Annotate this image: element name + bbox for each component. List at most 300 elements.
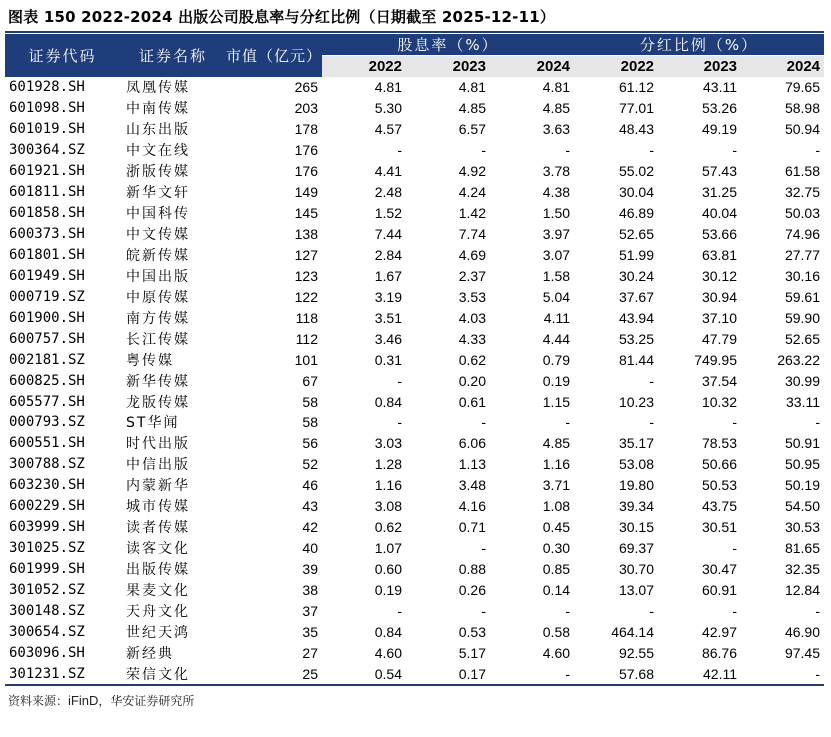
payout-ratio-2023-cell: 37.10 (701, 309, 738, 326)
dividend-yield-2023-cell: 0.62 (458, 351, 486, 368)
table-row (5, 140, 824, 161)
market-cap-cell: 37 (302, 602, 318, 619)
payout-ratio-2024-cell: 54.50 (784, 498, 821, 515)
dividend-yield-2022-cell: - (397, 602, 402, 619)
dividend-yield-2022-cell: 0.31 (374, 351, 402, 368)
payout-ratio-2023-cell: 47.79 (701, 330, 738, 347)
name-cell: 读客文化 (126, 541, 190, 558)
payout-ratio-2023-cell: 53.26 (701, 100, 738, 117)
payout-ratio-2024-cell: 50.19 (784, 477, 821, 494)
payout-ratio-2022-cell: 81.44 (618, 351, 655, 368)
dividend-yield-2024-cell: 4.85 (542, 435, 571, 452)
payout-ratio-2022-cell: 39.34 (618, 498, 655, 515)
market-cap-cell: 122 (294, 288, 318, 305)
payout-ratio-2023-cell: 30.12 (701, 267, 738, 284)
payout-ratio-2022-cell: 53.25 (618, 330, 655, 347)
payout-ratio-2023-cell: 30.51 (701, 519, 738, 536)
payout-ratio-2023-cell: 37.54 (701, 372, 738, 389)
dividend-yield-2022-cell: 7.44 (374, 226, 402, 243)
name-cell: 出版传媒 (126, 562, 190, 579)
source-note (8, 692, 194, 709)
payout-ratio-2023-cell: 50.66 (701, 456, 738, 473)
dividend-yield-2023-cell: 7.74 (458, 226, 486, 243)
payout-ratio-2024-cell: 27.77 (784, 246, 821, 263)
dividend-yield-2022-cell: 0.54 (322, 663, 406, 685)
dividend-yield-2023-cell: 0.26 (458, 581, 486, 598)
market-cap-cell: 56 (302, 435, 318, 452)
source-provider: iFinD (68, 693, 99, 708)
title-rule (5, 31, 824, 33)
dividend-yield-2023-cell: 0.53 (458, 623, 486, 640)
header-code: 证券代码 (5, 34, 120, 77)
code-cell: 601019.SH (9, 121, 85, 138)
payout-ratio-2023-cell: 42.11 (658, 663, 741, 685)
name-cell: 龙版传媒 (126, 394, 190, 411)
table-row (5, 349, 824, 370)
dividend-yield-2022-cell: 1.28 (374, 456, 402, 473)
market-cap-cell: 42 (302, 519, 318, 536)
dividend-yield-2022-cell: 0.84 (374, 393, 402, 410)
payout-ratio-2024-cell: 50.94 (784, 121, 821, 138)
dividend-yield-2024-cell: 3.78 (542, 163, 571, 180)
dividend-yield-2024-cell: 3.63 (542, 121, 571, 138)
code-cell: 000793.SZ (9, 414, 85, 431)
dividend-yield-2023-cell: 1.42 (458, 205, 486, 222)
name-cell: 时代出版 (126, 436, 190, 453)
name-cell: 荣信文化 (120, 663, 226, 685)
payout-ratio-2022-cell: 19.80 (618, 477, 655, 494)
payout-ratio-2024-cell: - (815, 602, 821, 619)
dividend-yield-2022-cell: 2.48 (374, 184, 402, 201)
dividend-yield-2024-cell: 1.50 (542, 205, 571, 222)
market-cap-cell: 265 (294, 79, 318, 96)
payout-ratio-2024-cell: 30.53 (784, 519, 821, 536)
dividend-yield-2024-cell: - (565, 142, 571, 159)
name-cell: 读者传媒 (126, 520, 190, 537)
source-suffix: ，华安证券研究所 (98, 694, 195, 708)
name-cell: 新华文轩 (126, 185, 190, 202)
market-cap-cell: 145 (294, 205, 318, 222)
table-row (5, 119, 824, 140)
table-row (5, 328, 824, 349)
dividend-table (5, 34, 824, 686)
code-cell: 600551.SH (9, 435, 85, 452)
table-row (5, 224, 824, 245)
payout-ratio-2022-cell: - (649, 142, 655, 159)
payout-ratio-2022-cell: - (649, 372, 655, 389)
payout-ratio-2022-cell: 69.37 (618, 540, 655, 557)
name-cell: 南方传媒 (126, 310, 190, 327)
dividend-yield-2023-cell: 4.69 (458, 246, 486, 263)
dividend-yield-2024-cell: 1.16 (542, 456, 571, 473)
payout-ratio-2022-cell: 48.43 (618, 121, 655, 138)
market-cap-cell: 112 (295, 330, 318, 347)
code-cell: 000719.SZ (9, 288, 85, 305)
payout-ratio-2024-cell: 50.95 (784, 456, 821, 473)
dividend-yield-2022-cell: 3.19 (374, 288, 402, 305)
dividend-yield-2024-cell: 3.97 (542, 226, 571, 243)
payout-ratio-2024-cell: 50.91 (784, 435, 821, 452)
code-cell: 301231.SZ (5, 663, 120, 685)
dividend-yield-2024-cell: - (565, 414, 571, 431)
payout-ratio-2024-cell: 32.75 (784, 184, 821, 201)
code-cell: 600229.SH (9, 498, 85, 515)
table-row (5, 517, 824, 538)
header-market-cap: 市值（亿元） (226, 34, 322, 77)
code-cell: 300654.SZ (9, 623, 85, 640)
payout-ratio-2024-cell: 46.90 (784, 623, 821, 640)
header-dy-2023: 2023 (406, 56, 490, 78)
payout-ratio-2023-cell: 30.47 (701, 561, 738, 578)
code-cell: 601949.SH (9, 267, 85, 284)
dividend-yield-2023-cell: 4.92 (458, 163, 486, 180)
code-cell: 601811.SH (9, 184, 85, 201)
code-cell: 300788.SZ (9, 456, 85, 473)
payout-ratio-2024-cell: - (815, 142, 821, 159)
name-cell: 中国出版 (126, 268, 190, 285)
header-payout-ratio: 分红比例（%） (574, 34, 824, 56)
market-cap-cell: 176 (294, 142, 318, 159)
name-cell: 世纪天鸿 (126, 624, 190, 641)
market-cap-cell: 39 (302, 561, 318, 578)
dividend-yield-2024-cell: 0.14 (542, 581, 571, 598)
name-cell: 中国科传 (126, 206, 190, 223)
name-cell: 新华传媒 (126, 373, 190, 390)
dividend-yield-2022-cell: - (397, 372, 402, 389)
code-cell: 600757.SH (9, 330, 85, 347)
payout-ratio-2023-cell: 49.19 (701, 121, 738, 138)
payout-ratio-2024-cell: 52.65 (784, 330, 821, 347)
payout-ratio-2022-cell: 52.65 (618, 226, 655, 243)
payout-ratio-2022-cell: 30.24 (618, 267, 655, 284)
dividend-yield-2023-cell: 0.61 (458, 393, 486, 410)
code-cell: 601801.SH (9, 246, 85, 263)
dividend-yield-2024-cell: 3.07 (542, 246, 571, 263)
code-cell: 601098.SH (9, 100, 85, 117)
dividend-yield-2022-cell: 5.30 (374, 100, 402, 117)
code-cell: 601921.SH (9, 163, 85, 180)
payout-ratio-2024-cell: - (815, 414, 821, 431)
name-cell: 中文传媒 (126, 227, 190, 244)
name-cell: 凤凰传媒 (126, 80, 190, 97)
dividend-yield-2024-cell: 5.04 (542, 288, 571, 305)
payout-ratio-2024-cell: 33.11 (786, 393, 821, 410)
payout-ratio-2022-cell: 92.55 (618, 644, 655, 661)
payout-ratio-2024-cell: 97.45 (784, 644, 821, 661)
payout-ratio-2023-cell: 10.32 (701, 393, 738, 410)
payout-ratio-2023-cell: 78.53 (701, 435, 738, 452)
table-row (5, 600, 824, 621)
dividend-yield-2023-cell: 4.24 (458, 184, 486, 201)
dividend-yield-2024-cell: 0.79 (542, 351, 571, 368)
table-row (5, 433, 824, 454)
name-cell: 粤传媒 (126, 352, 174, 369)
market-cap-cell: 35 (302, 623, 318, 640)
payout-ratio-2022-cell: 464.14 (611, 623, 655, 640)
dividend-yield-2022-cell: 3.51 (374, 309, 402, 326)
dividend-yield-2024-cell: 0.30 (542, 540, 571, 557)
dividend-yield-2024-cell: 4.11 (543, 309, 571, 326)
table-row (5, 98, 824, 119)
name-cell: 中信出版 (126, 457, 190, 474)
payout-ratio-2022-cell: 30.70 (618, 561, 655, 578)
market-cap-cell: 178 (294, 121, 318, 138)
dividend-yield-2023-cell: 5.17 (458, 644, 486, 661)
payout-ratio-2024-cell: - (741, 663, 824, 685)
dividend-yield-2023-cell: 4.33 (458, 330, 486, 347)
header-dy-2024: 2024 (490, 56, 574, 78)
market-cap-cell: 46 (302, 477, 318, 494)
table-row (5, 496, 824, 517)
payout-ratio-2022-cell: 53.08 (618, 456, 655, 473)
dividend-yield-2023-cell: 3.53 (458, 288, 486, 305)
dividend-yield-2024-cell: 0.19 (542, 372, 571, 389)
market-cap-cell: 43 (302, 498, 318, 515)
dividend-yield-2023-cell: 2.37 (458, 267, 486, 284)
market-cap-cell: 149 (294, 184, 318, 201)
dividend-yield-2022-cell: 0.19 (374, 581, 402, 598)
dividend-yield-2024-cell: 1.58 (542, 267, 571, 284)
dividend-yield-2023-cell: 4.16 (458, 498, 486, 515)
payout-ratio-2023-cell: 53.66 (701, 226, 738, 243)
market-cap-cell: 118 (295, 309, 318, 326)
payout-ratio-2022-cell: - (649, 602, 655, 619)
table-row (5, 663, 824, 685)
code-cell: 600373.SH (9, 226, 85, 243)
payout-ratio-2024-cell: 59.61 (784, 288, 821, 305)
dividend-yield-2022-cell: - (397, 142, 402, 159)
payout-ratio-2022-cell: 61.12 (618, 79, 655, 96)
payout-ratio-2022-cell: 10.23 (618, 393, 655, 410)
payout-ratio-2023-cell: - (732, 540, 738, 557)
figure-title: 图表 150 2022-2024 出版公司股息率与分红比例（日期截至 2025-12-11） (8, 8, 556, 26)
payout-ratio-2023-cell: - (732, 142, 738, 159)
dividend-yield-2023-cell: - (481, 602, 486, 619)
payout-ratio-2023-cell: 43.11 (703, 79, 738, 96)
payout-ratio-2023-cell: 30.94 (701, 288, 738, 305)
payout-ratio-2023-cell: 86.76 (701, 644, 738, 661)
dividend-yield-2022-cell: 1.07 (374, 540, 402, 557)
payout-ratio-2024-cell: 74.96 (784, 226, 821, 243)
payout-ratio-2023-cell: - (732, 602, 738, 619)
table-row (5, 621, 824, 642)
dividend-yield-2022-cell: 0.60 (374, 561, 402, 578)
dividend-yield-2024-cell: 0.85 (542, 561, 571, 578)
dividend-yield-2023-cell: 0.20 (458, 372, 486, 389)
dividend-yield-2022-cell: 1.16 (374, 477, 402, 494)
table-row (5, 580, 824, 601)
payout-ratio-2023-cell: 60.91 (701, 581, 738, 598)
table-row (5, 370, 824, 391)
table-row (5, 286, 824, 307)
market-cap-cell: 40 (302, 540, 318, 557)
payout-ratio-2022-cell: 55.02 (618, 163, 655, 180)
table-body (5, 77, 824, 685)
name-cell: 天舟文化 (126, 603, 190, 620)
payout-ratio-2022-cell: 51.99 (618, 246, 655, 263)
dividend-yield-2024-cell: 3.71 (542, 477, 571, 494)
dividend-yield-2023-cell: - (481, 540, 486, 557)
dividend-yield-2022-cell: 3.03 (374, 435, 402, 452)
payout-ratio-2022-cell: 46.89 (618, 205, 655, 222)
dividend-yield-2024-cell: 4.60 (542, 644, 571, 661)
table-row (5, 245, 824, 266)
market-cap-cell: 25 (226, 663, 322, 685)
table-row (5, 203, 824, 224)
payout-ratio-2023-cell: - (732, 414, 738, 431)
market-cap-cell: 58 (302, 414, 318, 431)
name-cell: 长江传媒 (126, 331, 190, 348)
header-dividend-yield: 股息率（%） (322, 34, 574, 56)
table-row (5, 391, 824, 412)
dividend-yield-2023-cell: 0.71 (458, 519, 486, 536)
code-cell: 601999.SH (9, 561, 85, 578)
dividend-yield-2023-cell: 1.13 (458, 456, 486, 473)
table-row (5, 475, 824, 496)
payout-ratio-2024-cell: 61.58 (784, 163, 821, 180)
market-cap-cell: 176 (294, 163, 318, 180)
payout-ratio-2023-cell: 749.95 (694, 351, 738, 368)
dividend-yield-2024-cell: 1.15 (542, 393, 571, 410)
payout-ratio-2024-cell: 50.03 (784, 205, 821, 222)
table-row (5, 182, 824, 203)
payout-ratio-2023-cell: 50.53 (701, 477, 738, 494)
market-cap-cell: 52 (302, 456, 318, 473)
code-cell: 603999.SH (9, 519, 85, 536)
header-pr-2024: 2024 (741, 56, 824, 78)
header-name: 证券名称 (120, 34, 226, 77)
market-cap-cell: 27 (302, 644, 318, 661)
dividend-yield-2023-cell: 6.06 (458, 435, 486, 452)
name-cell: 果麦文化 (126, 582, 190, 599)
dividend-yield-2023-cell: 0.88 (458, 561, 486, 578)
payout-ratio-2024-cell: 263.22 (777, 351, 821, 368)
name-cell: 新经典 (126, 645, 174, 662)
dividend-yield-2022-cell: 4.81 (374, 79, 402, 96)
dividend-yield-2022-cell: 4.57 (374, 121, 402, 138)
dividend-yield-2022-cell: - (397, 414, 402, 431)
dividend-yield-2022-cell: 0.62 (374, 519, 402, 536)
code-cell: 301025.SZ (9, 540, 85, 557)
name-cell: 中文在线 (126, 143, 190, 160)
table-row (5, 265, 824, 286)
dividend-yield-2024-cell: 4.85 (542, 100, 571, 117)
market-cap-cell: 38 (302, 581, 318, 598)
payout-ratio-2022-cell: 30.04 (618, 184, 655, 201)
dividend-yield-2022-cell: 1.52 (374, 205, 402, 222)
payout-ratio-2023-cell: 43.75 (701, 498, 738, 515)
table-header (5, 34, 824, 77)
code-cell: 300148.SZ (9, 602, 85, 619)
payout-ratio-2023-cell: 63.81 (701, 246, 738, 263)
market-cap-cell: 58 (302, 393, 318, 410)
name-cell: 皖新传媒 (126, 247, 190, 264)
payout-ratio-2022-cell: 35.17 (618, 435, 655, 452)
dividend-yield-2023-cell: 4.85 (458, 100, 486, 117)
payout-ratio-2022-cell: 77.01 (618, 100, 655, 117)
dividend-yield-2022-cell: 4.41 (374, 163, 402, 180)
payout-ratio-2024-cell: 12.84 (784, 581, 821, 598)
name-cell: 内蒙新华 (126, 478, 190, 495)
payout-ratio-2023-cell: 57.43 (701, 163, 738, 180)
payout-ratio-2023-cell: 40.04 (701, 205, 738, 222)
dividend-yield-2024-cell: 4.44 (542, 330, 571, 347)
dividend-yield-2022-cell: 3.46 (374, 330, 402, 347)
header-dy-2022: 2022 (322, 56, 406, 78)
dividend-yield-2023-cell: 3.48 (458, 477, 486, 494)
dividend-yield-2022-cell: 2.84 (374, 246, 402, 263)
dividend-yield-2022-cell: 4.60 (374, 644, 402, 661)
code-cell: 601858.SH (9, 205, 85, 222)
payout-ratio-2024-cell: 79.65 (784, 79, 821, 96)
code-cell: 601900.SH (9, 309, 85, 326)
market-cap-cell: 203 (294, 100, 318, 117)
code-cell: 603096.SH (9, 644, 85, 661)
name-cell: ST华闻 (126, 415, 180, 432)
code-cell: 605577.SH (9, 393, 85, 410)
dividend-yield-2024-cell: 4.81 (542, 79, 571, 96)
name-cell: 山东出版 (126, 122, 190, 139)
code-cell: 603230.SH (9, 477, 85, 494)
code-cell: 300364.SZ (9, 142, 85, 159)
payout-ratio-2024-cell: 30.99 (784, 372, 821, 389)
name-cell: 中南传媒 (126, 101, 190, 118)
payout-ratio-2023-cell: 42.97 (701, 623, 738, 640)
name-cell: 城市传媒 (126, 499, 190, 516)
dividend-yield-2024-cell: 4.38 (542, 184, 571, 201)
market-cap-cell: 67 (302, 372, 318, 389)
payout-ratio-2022-cell: 37.67 (618, 288, 655, 305)
market-cap-cell: 127 (294, 246, 318, 263)
dividend-yield-2023-cell: - (481, 142, 486, 159)
payout-ratio-2023-cell: 31.25 (701, 184, 738, 201)
code-cell: 301052.SZ (9, 581, 85, 598)
dividend-yield-2023-cell: 4.81 (458, 79, 486, 96)
table-row (5, 538, 824, 559)
table-row (5, 454, 824, 475)
payout-ratio-2022-cell: 30.15 (618, 519, 655, 536)
table-row (5, 559, 824, 580)
name-cell: 浙版传媒 (126, 164, 190, 181)
dividend-yield-2023-cell: 4.03 (458, 309, 486, 326)
market-cap-cell: 123 (294, 267, 318, 284)
payout-ratio-2024-cell: 81.65 (784, 540, 821, 557)
payout-ratio-2022-cell: 13.07 (618, 581, 655, 598)
dividend-yield-2023-cell: 6.57 (458, 121, 486, 138)
dividend-yield-2024-cell: 1.08 (542, 498, 571, 515)
dividend-yield-2023-cell: - (481, 414, 486, 431)
source-prefix: 资料来源： (8, 694, 69, 708)
code-cell: 600825.SH (9, 372, 85, 389)
code-cell: 601928.SH (9, 79, 85, 96)
dividend-yield-2023-cell: 0.17 (406, 663, 490, 685)
market-cap-cell: 101 (294, 351, 318, 368)
table-row (5, 307, 824, 328)
table-row (5, 161, 824, 182)
table-row (5, 412, 824, 433)
code-cell: 002181.SZ (9, 351, 85, 368)
dividend-yield-2024-cell: 0.58 (542, 623, 571, 640)
dividend-yield-2022-cell: 1.67 (374, 267, 402, 284)
table-row (5, 642, 824, 663)
market-cap-cell: 138 (294, 226, 318, 243)
name-cell: 中原传媒 (126, 289, 190, 306)
payout-ratio-2024-cell: 32.35 (784, 561, 821, 578)
dividend-yield-2024-cell: - (565, 602, 571, 619)
dividend-yield-2022-cell: 0.84 (374, 623, 402, 640)
payout-ratio-2024-cell: 59.90 (784, 309, 821, 326)
header-pr-2023: 2023 (658, 56, 741, 78)
